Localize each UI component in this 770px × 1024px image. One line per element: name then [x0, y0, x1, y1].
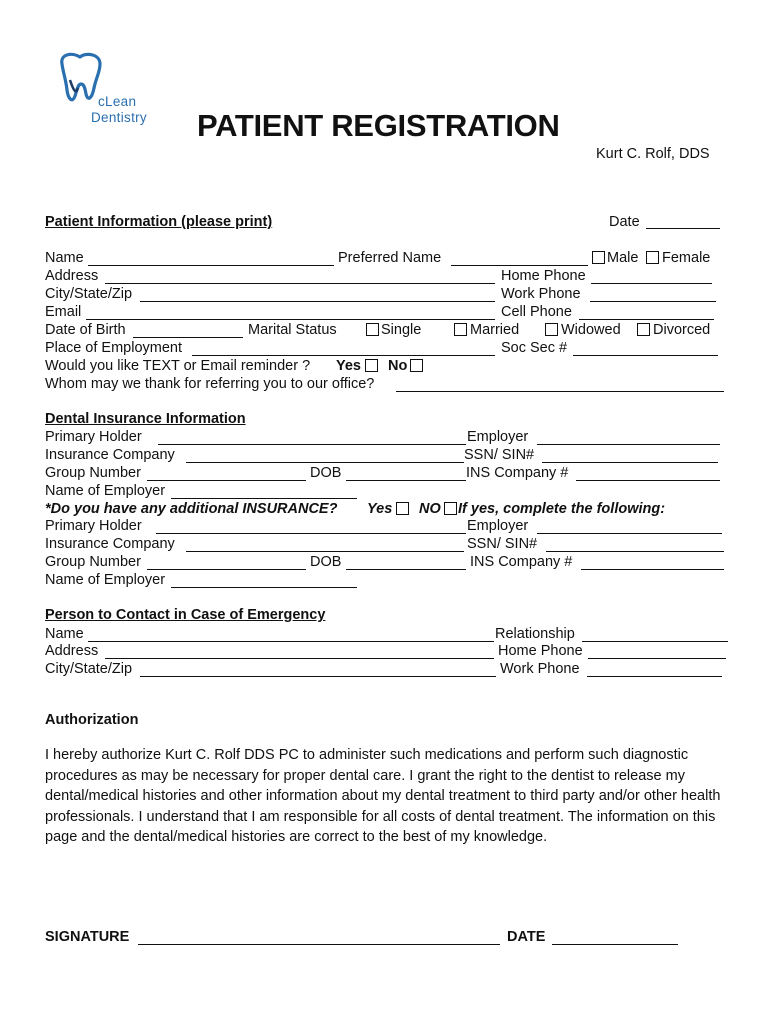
reminder-label: Would you like TEXT or Email reminder ? [45, 358, 311, 374]
address-field[interactable] [105, 283, 495, 284]
divorced-label: Divorced [653, 322, 711, 338]
employment-field[interactable] [192, 355, 495, 356]
emergency-city-label: City/State/Zip [45, 661, 133, 677]
additional-yes-checkbox[interactable] [396, 502, 409, 515]
clinic-logo [54, 50, 164, 130]
female-checkbox[interactable] [646, 251, 659, 264]
married-label: Married [470, 322, 520, 338]
city-field[interactable] [140, 301, 495, 302]
insurance-dob-2-label: DOB [310, 554, 342, 570]
married-checkbox[interactable] [454, 323, 467, 336]
address-label: Address [45, 268, 99, 284]
ins-company-2-field[interactable] [581, 569, 724, 570]
cell-phone-label: Cell Phone [501, 304, 572, 320]
primary-holder-2-label: Primary Holder [45, 518, 142, 534]
insurance-company-2-field[interactable] [186, 551, 464, 552]
male-label: Male [607, 250, 639, 266]
emergency-name-field[interactable] [88, 641, 494, 642]
reminder-yes-checkbox[interactable] [365, 359, 378, 372]
ins-company-label: INS Company # [466, 465, 569, 481]
insurance-dob-label: DOB [310, 465, 342, 481]
preferred-name-label: Preferred Name [338, 250, 442, 266]
socsec-label: Soc Sec # [501, 340, 568, 356]
name-of-employer-2-field[interactable] [171, 587, 357, 588]
male-checkbox[interactable] [592, 251, 605, 264]
primary-holder-field[interactable] [158, 444, 466, 445]
emergency-city-field[interactable] [140, 676, 496, 677]
emergency-work-phone-label: Work Phone [500, 661, 580, 677]
ssn-2-label: SSN/ SIN# [467, 536, 538, 552]
relationship-label: Relationship [495, 626, 575, 642]
additional-no-label: NO [419, 501, 441, 517]
work-phone-field[interactable] [590, 301, 716, 302]
name-field[interactable] [88, 265, 334, 266]
employer-2-label: Employer [467, 518, 529, 534]
group-number-label: Group Number [45, 465, 141, 481]
date-label: Date [609, 214, 640, 230]
additional-insurance-label: *Do you have any additional INSURANCE? [45, 501, 338, 517]
employer-label: Employer [467, 429, 529, 445]
emergency-address-field[interactable] [105, 658, 494, 659]
widowed-checkbox[interactable] [545, 323, 558, 336]
name-of-employer-label: Name of Employer [45, 483, 166, 499]
reminder-no-label: No [388, 358, 408, 374]
dob-label: Date of Birth [45, 322, 126, 338]
ssn-label: SSN/ SIN# [464, 447, 535, 463]
primary-holder-2-field[interactable] [156, 533, 466, 534]
employment-label: Place of Employment [45, 340, 183, 356]
logo-line2: Dentistry [91, 110, 147, 125]
ssn-2-field[interactable] [546, 551, 724, 552]
marital-label: Marital Status [248, 322, 337, 338]
signature-label: SIGNATURE [45, 929, 130, 945]
preferred-name-field[interactable] [451, 265, 588, 266]
divorced-checkbox[interactable] [637, 323, 650, 336]
insurance-heading: Dental Insurance Information [45, 411, 246, 427]
additional-no-checkbox[interactable] [444, 502, 457, 515]
ssn-field[interactable] [542, 462, 718, 463]
doctor-name: Kurt C. Rolf, DDS [596, 146, 710, 162]
date-field[interactable] [646, 228, 720, 229]
name-of-employer-2-label: Name of Employer [45, 572, 166, 588]
cell-phone-field[interactable] [579, 319, 714, 320]
employer-field[interactable] [537, 444, 720, 445]
signature-field[interactable] [138, 944, 500, 945]
emergency-home-phone-field[interactable] [588, 658, 726, 659]
group-number-2-label: Group Number [45, 554, 141, 570]
reminder-no-checkbox[interactable] [410, 359, 423, 372]
dob-field[interactable] [133, 337, 243, 338]
referral-label: Whom may we thank for referring you to our office? [45, 376, 375, 392]
email-label: Email [45, 304, 82, 320]
if-yes-label: If yes, complete the following: [458, 501, 666, 517]
insurance-company-label: Insurance Company [45, 447, 175, 463]
ins-company-field[interactable] [576, 480, 720, 481]
relationship-field[interactable] [582, 641, 728, 642]
emergency-name-label: Name [45, 626, 84, 642]
name-of-employer-field[interactable] [171, 498, 357, 499]
employer-2-field[interactable] [537, 533, 722, 534]
emergency-heading: Person to Contact in Case of Emergency [45, 607, 326, 623]
home-phone-field[interactable] [591, 283, 712, 284]
single-checkbox[interactable] [366, 323, 379, 336]
signature-date-field[interactable] [552, 944, 678, 945]
socsec-field[interactable] [573, 355, 718, 356]
emergency-home-phone-label: Home Phone [498, 643, 583, 659]
insurance-dob-field[interactable] [346, 480, 466, 481]
authorization-text: I hereby authorize Kurt C. Rolf DDS PC to administer such medications and perform such diagnostic procedures as may be necessary for proper dental care. I grant the right to the dentist to release my dental/medical histories and other information about my dental treatment to third party and/or other health professionals. I understand that I am responsible for all costs of dental treatment. The information on this page and the dental/medical histories are correct to the best of my knowledge. [45, 747, 721, 845]
single-label: Single [381, 322, 422, 338]
primary-holder-label: Primary Holder [45, 429, 142, 445]
emergency-address-label: Address [45, 643, 99, 659]
additional-yes-label: Yes [367, 501, 393, 517]
reminder-yes-label: Yes [336, 358, 361, 374]
group-number-2-field[interactable] [147, 569, 306, 570]
insurance-dob-2-field[interactable] [346, 569, 466, 570]
city-label: City/State/Zip [45, 286, 133, 302]
page-title: PATIENT REGISTRATION [197, 108, 560, 143]
insurance-company-field[interactable] [186, 462, 464, 463]
female-label: Female [662, 250, 711, 266]
authorization-heading: Authorization [45, 712, 139, 728]
email-field[interactable] [86, 319, 495, 320]
work-phone-label: Work Phone [501, 286, 581, 302]
ins-company-2-label: INS Company # [470, 554, 573, 570]
widowed-label: Widowed [561, 322, 621, 338]
insurance-company-2-label: Insurance Company [45, 536, 175, 552]
name-label: Name [45, 250, 84, 266]
group-number-field[interactable] [147, 480, 306, 481]
patient-info-heading: Patient Information (please print) [45, 214, 273, 230]
referral-field[interactable] [396, 391, 724, 392]
logo-line1: cLean [98, 94, 137, 109]
emergency-work-phone-field[interactable] [587, 676, 722, 677]
home-phone-label: Home Phone [501, 268, 586, 284]
signature-date-label: DATE [507, 929, 546, 945]
